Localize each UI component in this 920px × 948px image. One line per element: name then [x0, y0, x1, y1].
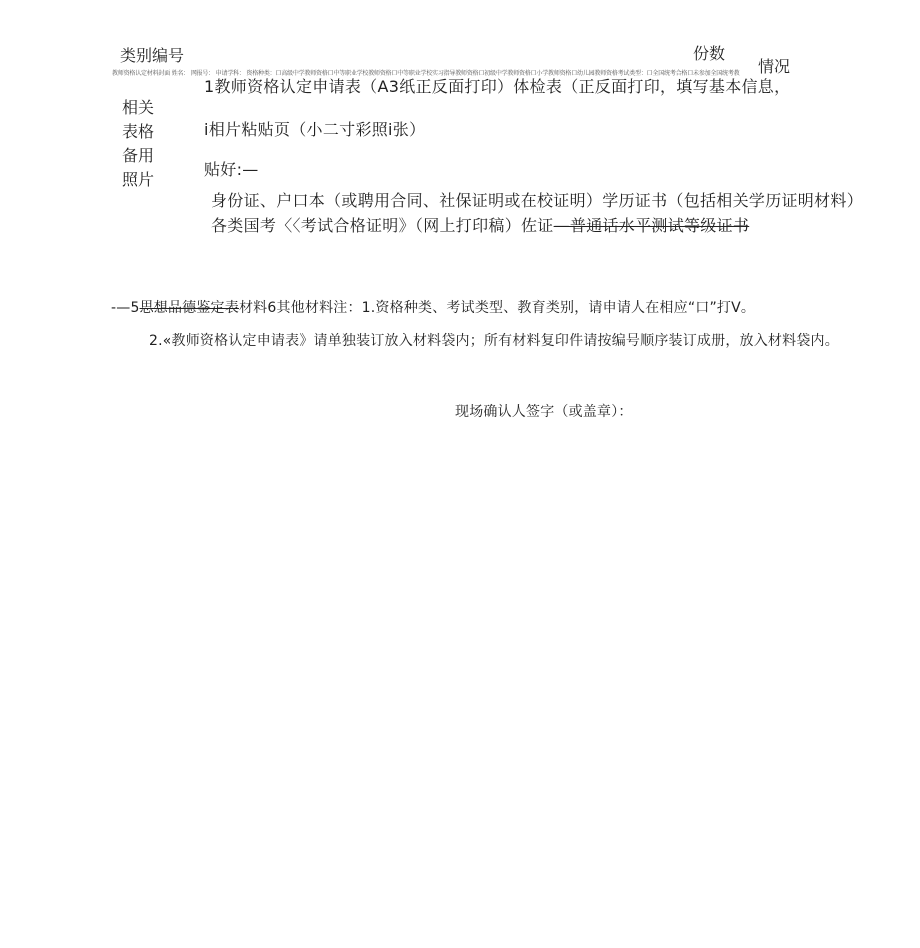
item-photo-page: i相片粘贴页（小二寸彩照i张） [204, 120, 426, 139]
note-binding: 2.«教师资格认定申请表》请单独装订放入材料袋内；所有材料复印件请按编号顺序装订成册，放入材料袋内。 [149, 333, 839, 349]
confirmation-signature: 现场确认人签字（或盖章）： [455, 404, 633, 420]
side-label: 相关表格备用照片 [121, 98, 154, 189]
cover-fine-print: 教师资格认定材料封面 姓名： 网报号： 申请学科： 资格种类：口高级中学教师资格口中等职业学校教师资格口中等职业学校实习指导教师资格口初级中学教师资格口小学教师资格口幼儿园教师资格考试类型：口全国统考合格口未参加全国统考教 [112, 70, 740, 77]
copies-header: 份数 [693, 44, 726, 63]
putonghua-certificate-strike: —普通话水平测试等级证书 [553, 216, 750, 235]
id-documents-text: 身份证、户口本（或聘用合同、社保证明或在校证明）学历证书（包括相关学历证明材料）各类国考〈〈考试合格证明》（网上打印稿）佐证 [211, 191, 864, 235]
item-paste-note: 贴好:— [204, 160, 259, 179]
notes-text: 材料6其他材料注：1.资格种类、考试类型、教育类别，请申请人在相应“口”打V。 [238, 300, 756, 316]
category-number-header: 类别编号 [120, 46, 185, 65]
status-header: 情况 [758, 57, 791, 76]
moral-appraisal-strike: 思想品德鉴定表 [139, 300, 239, 316]
item-id-documents [211, 188, 869, 238]
notes-prefix: -—5 [111, 300, 140, 316]
notes-line [111, 297, 755, 317]
item-application-form: 1教师资格认定申请表（A3纸正反面打印）体检表（正反面打印，填写基本信息， [204, 77, 791, 96]
